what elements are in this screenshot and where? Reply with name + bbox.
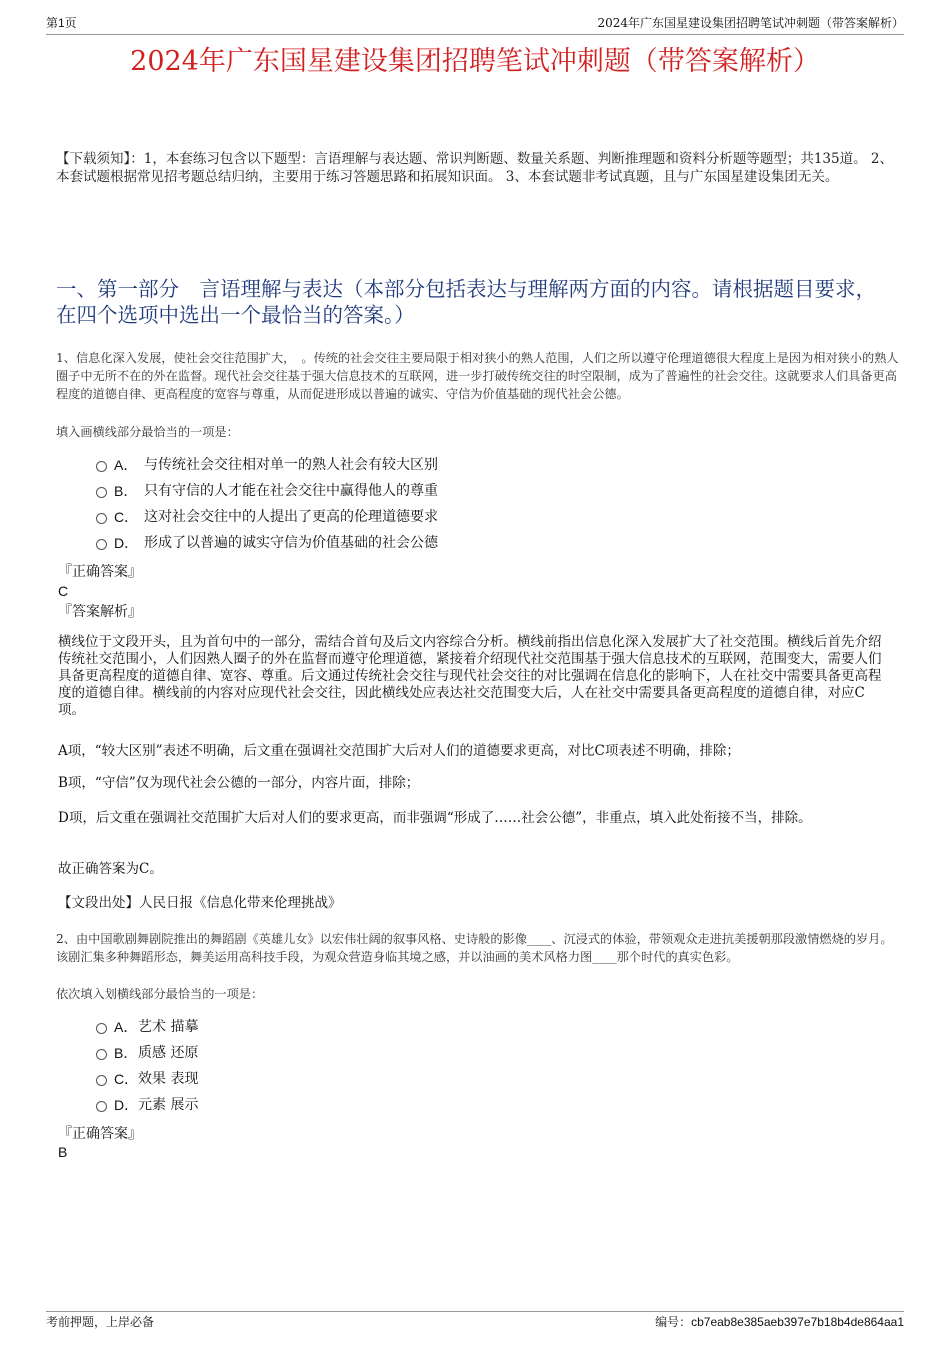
option-text: 与传统社会交往相对单一的熟人社会有较大区别	[144, 457, 438, 473]
q1-analysis-paragraph: 故正确答案为C。	[58, 861, 163, 877]
question-1-options	[96, 452, 886, 556]
footer-slogan: 考前押题，上岸必备	[46, 1315, 155, 1329]
radio-icon[interactable]	[96, 1075, 107, 1086]
question-2-prompt: 依次填入划横线部分最恰当的一项是：	[56, 987, 264, 1001]
option-letter: A．	[114, 1019, 138, 1035]
option-text: 艺术 描摹	[138, 1019, 199, 1035]
option-letter: B．	[114, 1045, 138, 1061]
q2-answer: B	[58, 1144, 68, 1160]
q1-source: 【文段出处】人民日报《信息化带来伦理挑战》	[58, 895, 342, 911]
q1-analysis-paragraph: A项，“较大区别”表述不明确，后文重在强调社交范围扩大后对人们的道德要求更高，对比C项表述不明确，排除；	[58, 743, 740, 759]
radio-icon[interactable]	[96, 539, 107, 550]
option-text: 只有守信的人才能在社会交往中赢得他人的尊重	[144, 483, 438, 499]
q2-option-d[interactable]	[96, 1092, 886, 1118]
download-notice: 【下载须知】：1，本套练习包含以下题型：言语理解与表达题、常识判断题、数量关系题、判断推理题和资料分析题等题型；共135道。 2、本套试题根据常见招考题总结归纳，主要用于练习答题思路和拓展知识面。 3、本套试题非考试真题，且与广东国星建设集团无关。	[56, 151, 893, 185]
radio-icon[interactable]	[96, 487, 107, 498]
page-header	[46, 14, 904, 35]
q2-option-a[interactable]	[96, 1014, 886, 1040]
question-1-prompt: 填入画横线部分最恰当的一项是：	[56, 425, 239, 439]
option-text: 质感 还原	[138, 1045, 199, 1061]
q1-analysis-paragraph: B项，“守信”仅为现代社会公德的一部分，内容片面，排除；	[58, 775, 420, 791]
radio-icon[interactable]	[96, 1101, 107, 1112]
option-letter: C．	[114, 1071, 139, 1087]
q1-option-c[interactable]	[96, 504, 886, 530]
q1-analysis-paragraph: D项，后文重在强调社交范围扩大后对人们的要求更高，而非强调“形成了……社会公德”，非重点，填入此处衔接不当，排除。	[58, 810, 812, 826]
q1-analysis-label: 『答案解析』	[58, 604, 142, 620]
q1-answer: C	[58, 583, 69, 599]
footer-code: 编号：cb7eab8e385aeb397e7b18b4de864aa1	[655, 1315, 904, 1329]
q1-option-a[interactable]	[96, 452, 886, 478]
option-text: 效果 表现	[138, 1071, 199, 1087]
option-letter: A．	[114, 457, 138, 473]
radio-icon[interactable]	[96, 461, 107, 472]
q2-answer-label: 『正确答案』	[58, 1126, 142, 1142]
option-letter: D．	[114, 1097, 139, 1113]
page-number: 第1页	[46, 16, 77, 30]
q1-option-d[interactable]	[96, 530, 886, 556]
question-1-text: 1、信息化深入发展，使社会交往范围扩大， 。传统的社会交往主要局限于相对狭小的熟人范围，人们之所以遵守伦理道德很大程度上是因为相对狭小的熟人圈子中无所不在的外在监督。现代社会交往基于强大信息技术的互联网，进一步打破传统交往的时空限制，成为了普遍性的社会交往。这就要求人们具备更高程度的道德自律、更高程度的宽容与尊重，从而促进形成以普遍的诚实、守信为价值基础的现代社会公德。	[56, 351, 899, 401]
page-footer	[46, 1311, 904, 1332]
option-letter: C．	[114, 509, 139, 525]
question-2-options	[96, 1014, 886, 1118]
radio-icon[interactable]	[96, 513, 107, 524]
q2-option-b[interactable]	[96, 1040, 886, 1066]
option-text: 形成了以普遍的诚实守信为价值基础的社会公德	[144, 535, 438, 551]
radio-icon[interactable]	[96, 1023, 107, 1034]
option-text: 这对社会交往中的人提出了更高的伦理道德要求	[144, 509, 438, 525]
q2-option-c[interactable]	[96, 1066, 886, 1092]
option-letter: B．	[114, 483, 138, 499]
page-title: 2024年广东国星建设集团招聘笔试冲刺题（带答案解析）	[130, 46, 820, 77]
q1-analysis-paragraph: 横线位于文段开头，且为首句中的一部分，需结合首句及后文内容综合分析。横线前指出信息化深入发展扩大了社交范围。横线后首先介绍传统社交范围小，人们因熟人圈子的外在监督而遵守伦理道德，紧接着介绍现代社交范围基于强大信息技术的互联网，范围变大，需要人们具备更高程度的道德自律、宽容、尊重。后文通过传统社会交往与现代社会交往的对比强调在信息化的影响下，人在社交中需要具备更高程度的道德自律。横线前的内容对应现代社会交往，因此横线处应表达社交范围变大后，人在社交中需要具备更高程度的道德自律，对应C项。	[58, 634, 882, 718]
question-2-text: 2、由中国歌剧舞剧院推出的舞蹈剧《英雄儿女》以宏伟壮阔的叙事风格、史诗般的影像____、沉浸式的体验，带领观众走进抗美援朝那段激情燃烧的岁月。该剧汇集多种舞蹈形态，舞美运用高科技手段，为观众营造身临其境之感，并以油画的美术风格力图____那个时代的真实色彩。	[56, 932, 893, 964]
header-doc-title: 2024年广东国星建设集团招聘笔试冲刺题（带答案解析）	[597, 16, 904, 30]
q1-answer-label: 『正确答案』	[58, 564, 142, 580]
q1-option-b[interactable]	[96, 478, 886, 504]
option-letter: D．	[114, 535, 139, 551]
section-title: 一、第一部分 言语理解与表达（本部分包括表达与理解两方面的内容。请根据题目要求，在四个选项中选出一个最恰当的答案。）	[56, 277, 876, 327]
radio-icon[interactable]	[96, 1049, 107, 1060]
option-text: 元素 展示	[138, 1097, 199, 1113]
